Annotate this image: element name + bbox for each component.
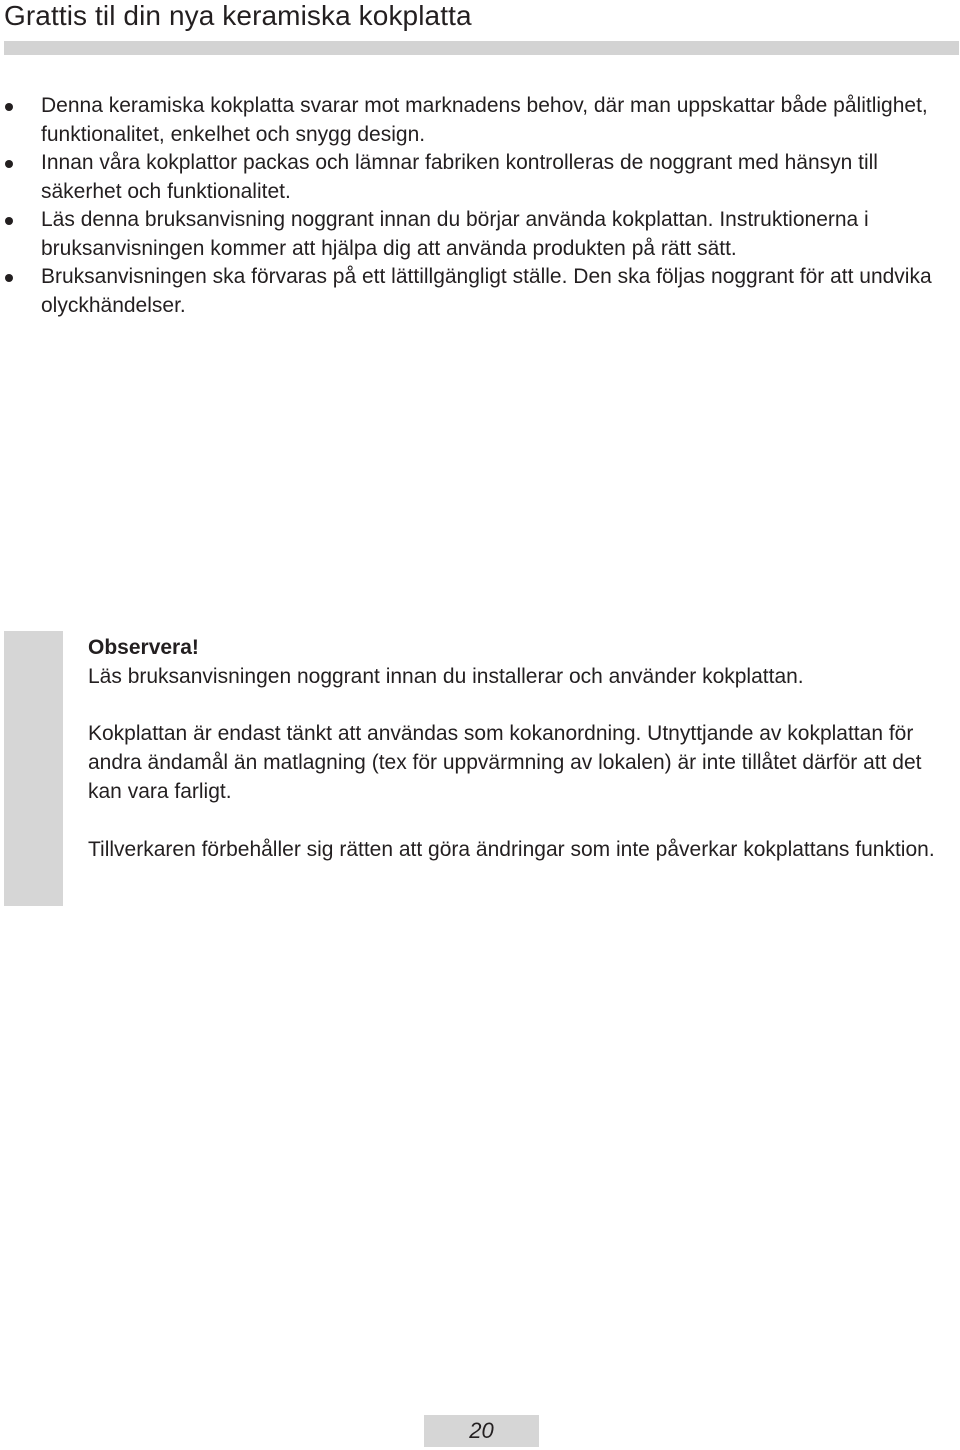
intro-bullet-list [0,92,960,320]
list-item-text: Läs denna bruksanvisning noggrant innan du börjar använda kokplattan. Instruktionerna i bruksanvisningen kommer att hjälpa dig att använda produkten på rätt sätt. [41,208,869,260]
list-item [0,92,960,149]
note-paragraph: Läs bruksanvisningen noggrant innan du installerar och använder kokplattan. [88,664,804,688]
list-item [0,149,960,206]
list-item-text: Innan våra kokplattor packas och lämnar fabriken kontrolleras de noggrant med hänsyn till säkerhet och funktionalitet. [41,151,878,203]
bullet-icon [5,217,13,225]
note-block [88,634,960,893]
list-item [0,206,960,263]
title-rule [4,41,959,55]
note-heading: Observera! [88,636,199,659]
note-paragraph: Tillverkaren förbehåller sig rätten att göra ändringar som inte påverkar kokplattans funktion. [88,837,935,861]
page-title: Grattis til din nya keramiska kokplatta [4,0,472,31]
list-item-text: Denna keramiska kokplatta svarar mot marknadens behov, där man uppskattar både pålitlighet, funktionalitet, enkelhet och snygg design. [41,94,928,146]
bullet-icon [5,160,13,168]
note-paragraph: Kokplattan är endast tänkt att användas som kokanordning. Utnyttjande av kokplattan för andra ändamål än matlagning (tex för uppvärmning av lokalen) är inte tillåtet därför att det kan vara farligt. [88,722,922,803]
list-item-text: Bruksanvisningen ska förvaras på ett lättillgängligt ställe. Den ska följas noggrant för att undvika olyckhändelser. [41,265,932,317]
bullet-icon [5,274,13,282]
bullet-icon [5,103,13,111]
note-side-bar [4,631,63,906]
page-number: 20 [424,1415,539,1447]
list-item [0,263,960,320]
